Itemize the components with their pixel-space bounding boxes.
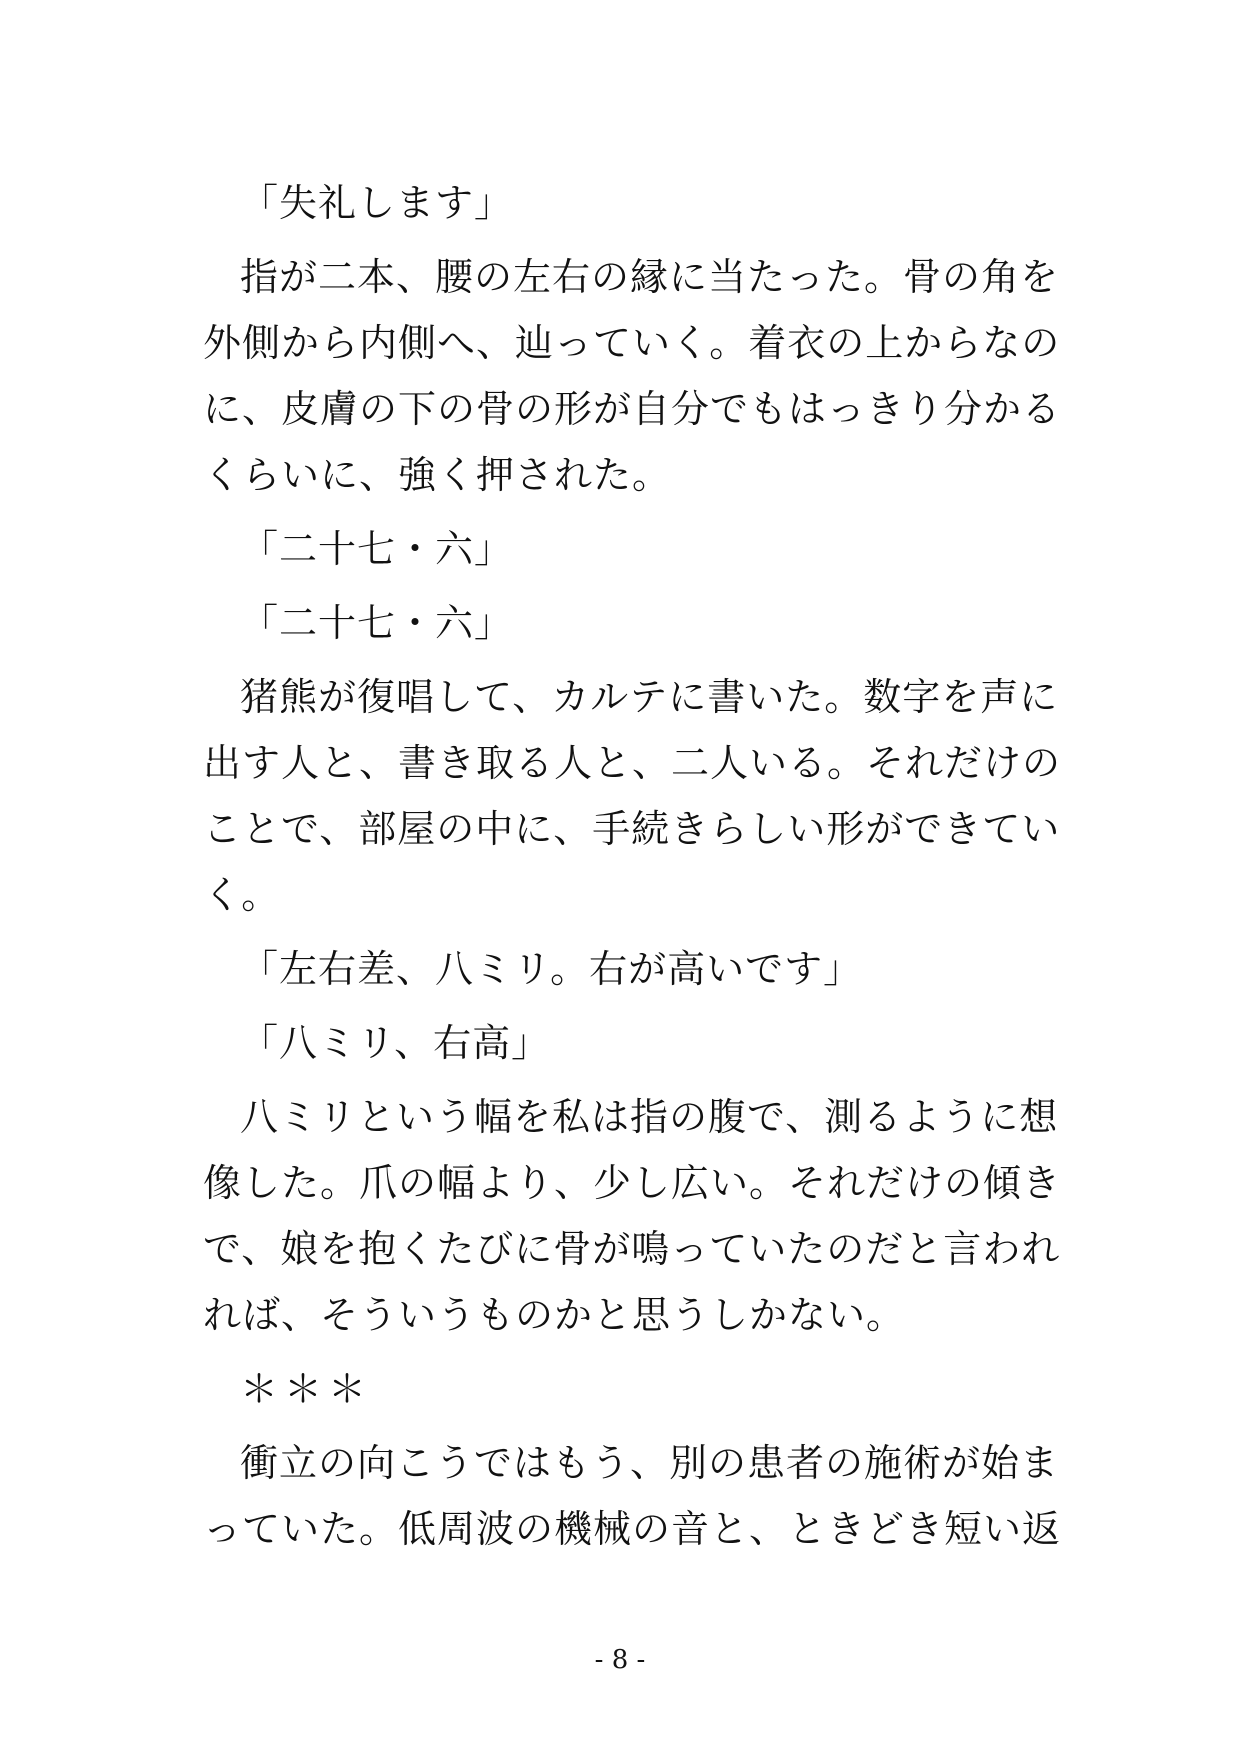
paragraph: 「左右差、八ミリ。右が高いです」 — [240, 947, 863, 991]
paragraph: 「八ミリ、右高」 — [240, 1021, 551, 1065]
paragraph: 八ミリという幅を私は指の腹で、測るように想像した。爪の幅より、少し広い。それだけの傾きで、娘を抱くたびに骨が鳴っていたのだと言われれば、そういうものかと思うしかない。 — [203, 1095, 1062, 1337]
scene-break: ＊＊＊ — [240, 1367, 373, 1411]
paragraph: 衝立の向こうではもう、別の患者の施術が始まっていた。低周波の機械の音と、ときどき短い返 — [203, 1441, 1062, 1551]
paragraph: 指が二本、腰の左右の縁に当たった。骨の角を外側から内側へ、辿っていく。着衣の上からなのに、皮膚の下の骨の形が自分でもはっきり分かるくらいに、強く押された。 — [203, 255, 1062, 497]
body-text — [203, 170, 1063, 1562]
paragraph: 「二十七・六」 — [240, 601, 514, 645]
paragraph: 「失礼します」 — [240, 181, 514, 225]
paragraph: 「二十七・六」 — [240, 527, 514, 571]
page-number: - 8 - — [594, 1645, 646, 1675]
paragraph: 猪熊が復唱して、カルテに書いた。数字を声に出す人と、書き取る人と、二人いる。それだけのことで、部屋の中に、手続きらしい形ができていく。 — [203, 675, 1062, 917]
